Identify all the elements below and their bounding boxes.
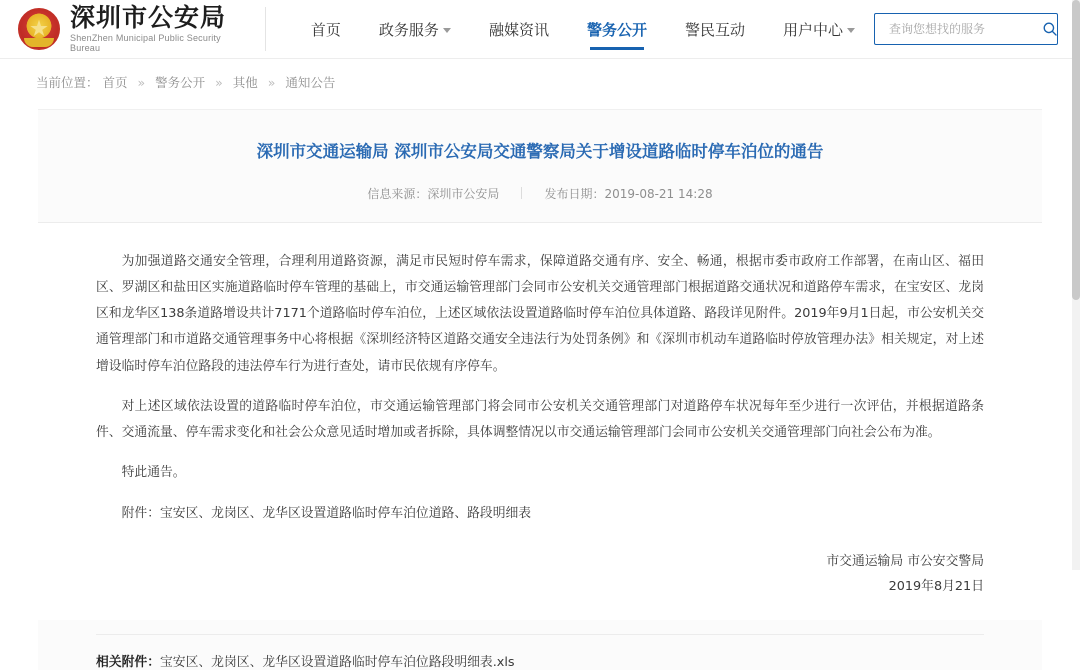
nav-item-services[interactable] [360,0,470,58]
nav-item-police-disclosure[interactable] [568,0,666,58]
breadcrumb [0,58,1080,103]
breadcrumb-prefix: 当前位置： [36,75,99,90]
brand-text [70,2,243,53]
page-scrollbar-track[interactable] [1072,0,1080,570]
nav-item-interaction[interactable] [666,0,764,58]
article-meta [98,185,982,202]
breadcrumb-item-other[interactable]: 其他 [232,75,258,90]
search-input[interactable] [887,21,1041,37]
brand-title-en: ShenZhen Municipal Public Security Bureau [70,33,221,53]
nav-item-user-center[interactable] [764,0,874,58]
article-paragraph: 特此通告。 [121,465,186,481]
article-source [345,185,521,202]
search-box[interactable] [874,13,1058,45]
breadcrumb-separator: » [267,75,276,90]
search-icon[interactable] [1041,20,1059,38]
nav-item-label: 警务公开 [586,20,647,39]
police-emblem-icon [18,8,60,50]
site-header [0,0,1080,58]
article-paragraph: 为加强道路交通安全管理，合理利用道路资源，满足市民短时停车需求，保障道路交通有序、安全、畅通，根据市委市政府工作部署，在南山区、福田区、罗湖区和盐田区实施道路临时停车管理的基础上，市交通运输管理部门会同市公安机关交通管理部门根据道路交通状况和道路停车需求，在宝安区、龙岗区和龙华区138条道路增设共计7171个道路临时停车泊位，上述区域依法设置道路临时停车泊位具体道路、路段详见附件。2019年9月1日起，市公安机关交通管理部门和市道路交通管理事务中心将根据《深圳经济特区道路交通安全违法行为处罚条例》和《深圳市机动车道路临时停放管理办法》相关规定，对上述增设临时停车泊位路段的违法停车行为进行查处，请市民依规有序停车。 [96,253,984,374]
nav-item-label: 用户中心 [782,20,843,39]
article-signature [96,549,984,600]
nav-item-label: 首页 [310,20,341,39]
site-brand[interactable] [18,2,266,53]
article-paragraph: 对上述区域依法设置的道路临时停车泊位，市交通运输管理部门将会同市公安机关交通管理部门对道路停车状况每年至少进行一次评估，并根据道路条件、交通流量、停车需求变化和社会公众意见适时增加或者拆除，具体调整情况以市交通运输管理部门会同市公安机关交通管理部门向社会公布为准。 [96,398,984,441]
nav-item-label: 政务服务 [378,20,439,39]
nav-item-news[interactable] [470,0,568,58]
article-date-label: 发布日期： [544,186,605,201]
article-date [522,185,734,202]
article-source-label: 信息来源： [367,186,428,201]
nav-item-label: 融媒资讯 [488,20,549,39]
article-attachment-line: 附件：宝安区、龙岗区、龙华区设置道路临时停车泊位道路、路段明细表 [121,505,532,521]
chevron-down-icon [443,28,451,33]
related-attachments-label: 相关附件： [96,654,160,670]
nav-item-label: 警民互动 [684,20,745,39]
main-nav [292,0,874,58]
signature-date: 2019年8月21日 [888,579,984,595]
article-body [38,223,1042,620]
page-scrollbar-thumb[interactable] [1072,0,1080,300]
article-source-value: 深圳市公安局 [427,186,500,201]
related-attachment-file[interactable]: 宝安区、龙岗区、龙华区设置道路临时停车泊位路段明细表.xls [159,654,515,670]
breadcrumb-separator: » [137,75,146,90]
chevron-down-icon [847,28,855,33]
article-header [38,110,1042,223]
nav-item-home[interactable] [292,0,360,58]
breadcrumb-separator: » [215,75,223,90]
brand-title-cn: 深圳市公安局 [70,2,227,32]
article-card [38,109,1042,670]
article-date-value: 2019-08-21 14:28 [604,186,713,201]
breadcrumb-item-notice[interactable]: 通知公告 [285,75,336,90]
breadcrumb-item-home[interactable]: 首页 [102,75,128,90]
related-attachments [96,634,984,670]
signature-org: 市交通运输局 市公安交警局 [826,553,984,569]
page-title: 深圳市交通运输局 深圳市公安局交通警察局关于增设道路临时停车泊位的通告 [256,142,824,161]
breadcrumb-item-police-disclosure[interactable]: 警务公开 [155,75,206,90]
